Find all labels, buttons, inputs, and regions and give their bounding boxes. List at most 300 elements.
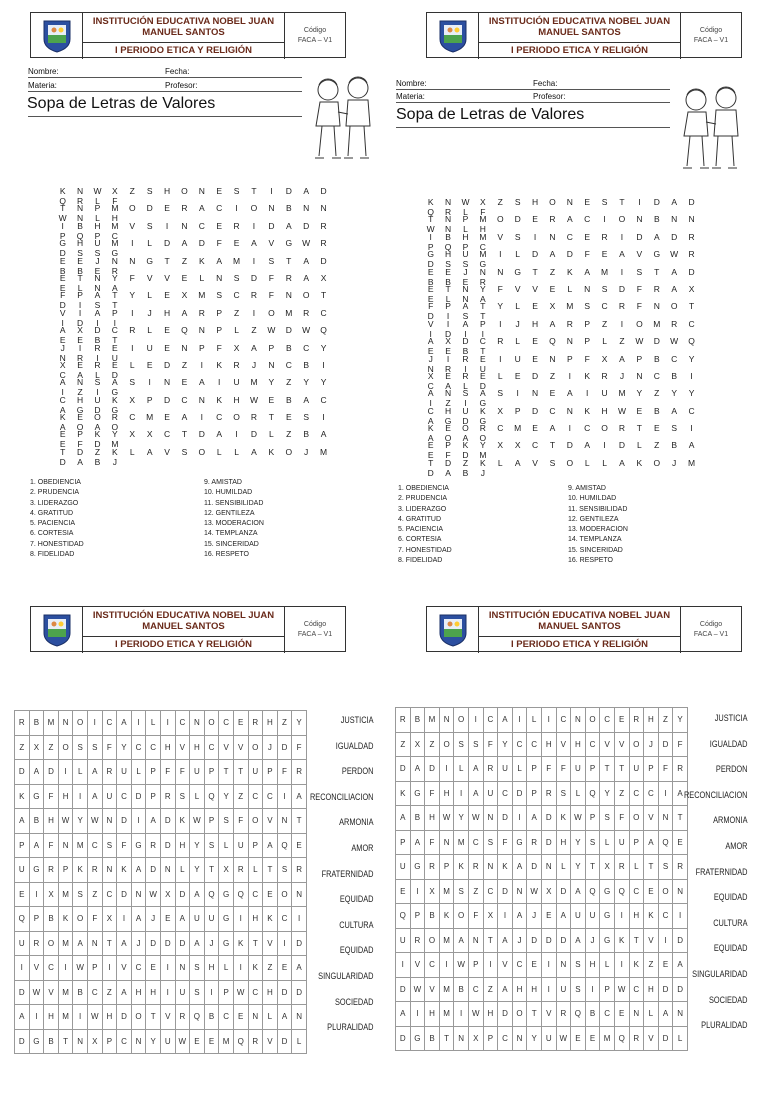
grid-cell: A bbox=[498, 928, 513, 953]
worksheet-values-3 bbox=[0, 596, 384, 1108]
grid-cell: E bbox=[396, 879, 411, 904]
grid-cell: C bbox=[102, 882, 117, 907]
grid-letter: I bbox=[620, 231, 624, 242]
grid-cell: I bbox=[15, 956, 30, 981]
grid-cell: N bbox=[277, 809, 292, 834]
grid-letter: M bbox=[514, 423, 522, 434]
grid-cell: C bbox=[512, 732, 527, 757]
grid-letter: A bbox=[59, 377, 66, 388]
grid-letter: D bbox=[94, 325, 101, 336]
grid-letter: E bbox=[77, 412, 83, 423]
grid-letter: T bbox=[636, 423, 642, 434]
grid-cell: R bbox=[556, 1002, 571, 1027]
grid-cell: A bbox=[277, 1005, 292, 1030]
grid-cell: C bbox=[483, 708, 498, 733]
grid-letter: N bbox=[320, 203, 327, 214]
grid-letter: D bbox=[618, 440, 626, 451]
grid-cell: S bbox=[204, 833, 219, 858]
grid-cell: S bbox=[102, 833, 117, 858]
grid-cell: W bbox=[556, 1026, 571, 1051]
word-list-item: 5. PACIENCIA bbox=[30, 520, 75, 528]
grid-cell: C bbox=[248, 980, 263, 1005]
grid-cell: Y bbox=[498, 732, 513, 757]
grid-cell: U bbox=[396, 855, 411, 880]
grid-cell: U bbox=[571, 757, 586, 782]
grid-cell: C bbox=[44, 956, 59, 981]
grid-letter: D bbox=[77, 446, 84, 457]
grid-letter: P bbox=[59, 230, 66, 241]
grid-cell: Q bbox=[614, 1026, 629, 1051]
grid-letter: K bbox=[584, 370, 591, 381]
grid-letter: J bbox=[95, 255, 100, 266]
grid-cell: O bbox=[425, 928, 440, 953]
grid-letter: E bbox=[427, 266, 434, 277]
grid-letter: N bbox=[198, 186, 205, 196]
grid-letter: A bbox=[688, 440, 695, 451]
grid-cell: R bbox=[527, 830, 542, 855]
grid-letter: I bbox=[499, 318, 502, 329]
grid-cell: E bbox=[263, 882, 278, 907]
grid-cell: A bbox=[87, 784, 102, 809]
code-value: FACA – V1 bbox=[297, 37, 333, 44]
grid-letter: E bbox=[94, 265, 101, 276]
grid-cell: R bbox=[629, 1026, 644, 1051]
grid-letter: E bbox=[59, 282, 66, 293]
grid-letter: H bbox=[111, 213, 118, 224]
grid-letter: A bbox=[619, 353, 625, 364]
grid-cell: W bbox=[73, 956, 88, 981]
grid-letter: E bbox=[216, 186, 223, 196]
grid-letter: A bbox=[303, 394, 309, 405]
grid-letter: F bbox=[216, 238, 222, 249]
word-list-item: 9. AMISTAD bbox=[204, 479, 242, 486]
grid-letter: B bbox=[94, 335, 101, 346]
grid-cell: P bbox=[87, 956, 102, 981]
grid-cell: D bbox=[541, 806, 556, 831]
grid-cell: J bbox=[512, 928, 527, 953]
school-shield-logo bbox=[31, 607, 83, 653]
grid-cell: G bbox=[29, 1029, 44, 1054]
grid-cell: Y bbox=[673, 708, 688, 733]
grid-cell: U bbox=[233, 833, 248, 858]
grid-cell: A bbox=[527, 806, 542, 831]
code-value: FACA – V1 bbox=[693, 37, 729, 44]
grid-cell: Z bbox=[658, 708, 673, 733]
grid-letter: M bbox=[111, 439, 119, 450]
grid-letter: G bbox=[59, 238, 66, 249]
grid-cell: F bbox=[614, 806, 629, 831]
grid-cell: H bbox=[541, 732, 556, 757]
grid-cell: Z bbox=[15, 735, 30, 760]
grid-cell: F bbox=[160, 760, 175, 785]
grid-cell: F bbox=[541, 757, 556, 782]
grid-cell: Y bbox=[73, 809, 88, 834]
word-list-item: 16. RESPETO bbox=[204, 551, 250, 559]
grid-cell: P bbox=[410, 904, 425, 929]
grid-row bbox=[422, 423, 700, 444]
school-header bbox=[30, 12, 346, 58]
grid-cell: U bbox=[483, 781, 498, 806]
grid-letter: Y bbox=[112, 429, 118, 440]
grid-letter: E bbox=[427, 293, 434, 304]
grid-letter: D bbox=[94, 439, 101, 450]
grid-letter: Z bbox=[549, 266, 556, 277]
grid-letter: I bbox=[446, 353, 450, 364]
grid-cell: C bbox=[629, 977, 644, 1002]
grid-cell: P bbox=[396, 830, 411, 855]
grid-cell: F bbox=[425, 781, 440, 806]
grid-cell: K bbox=[644, 904, 659, 929]
period-subject: I PERIODO ETICA Y RELIGIÓN bbox=[479, 637, 681, 653]
grid-cell: R bbox=[248, 711, 263, 736]
grid-cell: H bbox=[58, 784, 73, 809]
grid-letter: R bbox=[462, 370, 469, 381]
grid-cell: N bbox=[73, 1029, 88, 1054]
grid-letter: G bbox=[514, 266, 521, 277]
grid-letter: L bbox=[147, 325, 153, 336]
grid-cell: N bbox=[468, 928, 483, 953]
grid-letter: X bbox=[181, 290, 188, 301]
grid-letter: V bbox=[532, 283, 538, 294]
grid-cell: G bbox=[410, 781, 425, 806]
name-label: Nombre: bbox=[396, 79, 427, 88]
school-header bbox=[30, 606, 346, 652]
grid-letter: I bbox=[429, 231, 432, 242]
grid-cell: N bbox=[512, 879, 527, 904]
grid-letter: I bbox=[96, 317, 99, 328]
word-list-item: RECONCILIACION bbox=[684, 789, 748, 800]
grid-cell: W bbox=[614, 977, 629, 1002]
grid-letter: I bbox=[690, 423, 693, 434]
grid-letter: H bbox=[445, 405, 452, 416]
grid-cell: N bbox=[658, 806, 673, 831]
grid-cell: K bbox=[58, 907, 73, 932]
grid-letter: I bbox=[131, 307, 134, 318]
grid-letter: R bbox=[601, 370, 608, 381]
grid-letter: H bbox=[445, 249, 452, 260]
word-list-item: 15. SINCERIDAD bbox=[204, 540, 259, 548]
grid-letter: P bbox=[146, 394, 153, 405]
grid-letter: I bbox=[464, 328, 467, 339]
grid-cell: C bbox=[219, 1005, 234, 1030]
grid-cell: I bbox=[58, 760, 73, 785]
grid-cell: H bbox=[556, 830, 571, 855]
grid-letter: N bbox=[566, 197, 573, 207]
grid-letter: E bbox=[427, 450, 434, 461]
grid-cell: A bbox=[512, 904, 527, 929]
grid-cell: R bbox=[44, 858, 59, 883]
grid-letter: C bbox=[531, 440, 539, 451]
word-list-item: ARMONIA bbox=[713, 815, 748, 826]
grid-letter: I bbox=[61, 317, 64, 328]
grid-letter: L bbox=[515, 249, 521, 260]
grid-cell: P bbox=[629, 830, 644, 855]
grid-letter: A bbox=[427, 388, 434, 399]
grid-letter: S bbox=[268, 255, 275, 266]
grid-cell: T bbox=[483, 928, 498, 953]
grid-letter: N bbox=[462, 283, 469, 294]
grid-cell: X bbox=[541, 879, 556, 904]
grid-cell: I bbox=[102, 956, 117, 981]
grid-cell: R bbox=[175, 1005, 190, 1030]
grid-letter: F bbox=[480, 207, 486, 217]
grid-row bbox=[54, 307, 332, 328]
grid-letter: F bbox=[636, 301, 642, 312]
grid-cell: T bbox=[673, 806, 688, 831]
grid-letter: R bbox=[462, 353, 469, 364]
word-list-item: EQUIDAD bbox=[714, 892, 748, 903]
grid-letter: S bbox=[514, 197, 521, 207]
grid-letter: P bbox=[514, 405, 521, 416]
grid-letter: E bbox=[164, 342, 170, 353]
grid-cell: Z bbox=[425, 732, 440, 757]
grid-cell: K bbox=[629, 953, 644, 978]
grid-letter: X bbox=[233, 342, 240, 353]
grid-letter: P bbox=[480, 318, 486, 329]
grid-row bbox=[422, 301, 700, 322]
grid-letter: L bbox=[497, 370, 503, 381]
grid-letter: S bbox=[94, 377, 101, 388]
grid-row bbox=[422, 283, 700, 304]
grid-cell: S bbox=[585, 830, 600, 855]
grid-cell: F bbox=[468, 904, 483, 929]
grid-cell: B bbox=[29, 711, 44, 736]
grid-letter: N bbox=[653, 301, 660, 312]
grid-cell: Z bbox=[87, 882, 102, 907]
grid-letter: D bbox=[566, 249, 573, 260]
grid-cell: X bbox=[160, 882, 175, 907]
grid-letter: O bbox=[462, 423, 469, 434]
grid-cell: C bbox=[644, 781, 659, 806]
grid-row bbox=[54, 394, 332, 415]
grid-cell: D bbox=[160, 809, 175, 834]
grid-letter: N bbox=[303, 203, 310, 214]
grid-letter: B bbox=[59, 265, 66, 276]
grid-letter: S bbox=[181, 446, 188, 457]
grid-letter: D bbox=[531, 249, 539, 260]
grid-cell: I bbox=[614, 904, 629, 929]
grid-letter: M bbox=[146, 412, 154, 423]
grid-letter: J bbox=[515, 318, 520, 329]
grid-cell: E bbox=[658, 953, 673, 978]
grid-cell: L bbox=[600, 953, 615, 978]
grid-letter: I bbox=[61, 387, 64, 398]
grid-letter: N bbox=[445, 197, 452, 207]
grid-letter: R bbox=[233, 359, 240, 370]
grid-cell: P bbox=[600, 977, 615, 1002]
grid-row bbox=[422, 197, 700, 217]
grid-letter: C bbox=[285, 359, 292, 370]
word-list-item: 5. PACIENCIA bbox=[398, 526, 443, 534]
grid-cell: E bbox=[190, 1029, 205, 1054]
grid-cell: A bbox=[658, 1002, 673, 1027]
grid-letter: C bbox=[111, 230, 118, 241]
grid-letter: R bbox=[497, 336, 504, 347]
grid-cell: Q bbox=[233, 1029, 248, 1054]
grid-cell: Z bbox=[614, 781, 629, 806]
grid-cell: G bbox=[410, 855, 425, 880]
grid-cell: D bbox=[15, 1029, 30, 1054]
grid-cell: A bbox=[29, 760, 44, 785]
word-list-item: 3. LIDERAZGO bbox=[398, 505, 447, 513]
grid-cell: A bbox=[498, 708, 513, 733]
grid-row bbox=[54, 429, 332, 450]
grid-letter: C bbox=[129, 412, 136, 423]
grid-cell: A bbox=[644, 830, 659, 855]
grid-cell: F bbox=[498, 830, 513, 855]
grid-cell: G bbox=[219, 907, 234, 932]
grid-letter: L bbox=[567, 283, 573, 294]
grid-letter: V bbox=[129, 220, 136, 231]
grid-letter: E bbox=[59, 255, 66, 266]
grid-cell: A bbox=[571, 928, 586, 953]
grid-row bbox=[422, 266, 700, 287]
grid-cell: N bbox=[483, 855, 498, 880]
grid-letter: M bbox=[618, 388, 626, 399]
grid-cell: O bbox=[277, 882, 292, 907]
grid-cell: A bbox=[468, 781, 483, 806]
institution-name: INSTITUCIÓN EDUCATIVA NOBEL JUAN MANUEL SANTOS bbox=[83, 13, 285, 43]
grid-letter: B bbox=[285, 203, 292, 214]
grid-cell: A bbox=[498, 977, 513, 1002]
grid-letter: J bbox=[480, 467, 485, 478]
grid-row bbox=[396, 830, 688, 855]
grid-letter: R bbox=[111, 412, 118, 423]
grid-cell: C bbox=[585, 732, 600, 757]
grid-letter: P bbox=[584, 318, 591, 329]
grid-letter: A bbox=[303, 272, 309, 283]
grid-cell: B bbox=[425, 1026, 440, 1051]
grid-letter: C bbox=[601, 301, 608, 312]
grid-cell: Z bbox=[644, 953, 659, 978]
grid-letter: E bbox=[77, 255, 83, 266]
grid-letter: O bbox=[250, 203, 258, 214]
grid-letter: R bbox=[320, 220, 327, 231]
grid-letter: L bbox=[515, 301, 521, 312]
grid-cell: I bbox=[87, 711, 102, 736]
grid-letter: D bbox=[618, 283, 626, 294]
grid-cell: L bbox=[219, 956, 234, 981]
grid-letter: A bbox=[549, 249, 556, 260]
grid-letter: B bbox=[427, 276, 434, 287]
grid-letter: C bbox=[320, 394, 327, 405]
grid-letter: I bbox=[429, 328, 432, 339]
grid-cell: D bbox=[498, 879, 513, 904]
grid-cell: P bbox=[483, 1026, 498, 1051]
grid-cell: P bbox=[146, 784, 161, 809]
grid-letter: Y bbox=[480, 283, 486, 294]
grid-cell: E bbox=[614, 1002, 629, 1027]
grid-cell: C bbox=[629, 879, 644, 904]
grid-cell: I bbox=[233, 907, 248, 932]
grid-cell: K bbox=[614, 928, 629, 953]
grid-letter: N bbox=[445, 388, 452, 399]
grid-row bbox=[422, 440, 700, 461]
grid-cell: D bbox=[277, 735, 292, 760]
grid-letter: M bbox=[479, 249, 487, 260]
grid-letter: D bbox=[479, 380, 486, 391]
worksheet-values-1 bbox=[0, 0, 384, 559]
grid-letter: D bbox=[285, 186, 292, 196]
grid-cell: N bbox=[58, 711, 73, 736]
grid-cell: S bbox=[571, 977, 586, 1002]
grid-cell: L bbox=[131, 760, 146, 785]
grid-letter: T bbox=[549, 440, 556, 451]
grid-letter: E bbox=[181, 272, 188, 283]
grid-letter: T bbox=[112, 300, 118, 311]
grid-letter: A bbox=[427, 433, 434, 444]
grid-cell: W bbox=[29, 980, 44, 1005]
grid-letter: O bbox=[233, 412, 240, 423]
grid-letter: G bbox=[111, 387, 119, 398]
grid-letter: H bbox=[77, 394, 84, 405]
grid-cell: C bbox=[527, 732, 542, 757]
grid-cell: R bbox=[292, 760, 307, 785]
grid-cell: D bbox=[146, 931, 161, 956]
grid-cell: D bbox=[512, 781, 527, 806]
grid-letter: A bbox=[112, 377, 118, 388]
word-list-item: 10. HUMILDAD bbox=[568, 495, 617, 503]
grid-cell: I bbox=[160, 980, 175, 1005]
grid-letter: O bbox=[444, 433, 452, 444]
grid-letter: I bbox=[78, 307, 82, 318]
grid-letter: S bbox=[94, 300, 101, 311]
grid-cell: Z bbox=[396, 732, 411, 757]
word-list-item: 11. SENSIBILIDAD bbox=[568, 505, 628, 513]
grid-letter: X bbox=[497, 440, 504, 451]
grid-cell: A bbox=[571, 879, 586, 904]
grid-cell: N bbox=[190, 711, 205, 736]
grid-cell: Z bbox=[102, 980, 117, 1005]
grid-cell: T bbox=[102, 931, 117, 956]
grid-cell: A bbox=[673, 953, 688, 978]
grid-cell: F bbox=[277, 760, 292, 785]
grid-cell: F bbox=[658, 757, 673, 782]
grid-cell: A bbox=[410, 830, 425, 855]
grid-cell: O bbox=[58, 735, 73, 760]
grid-cell: K bbox=[73, 858, 88, 883]
grid-letter: E bbox=[636, 405, 643, 416]
grid-letter: S bbox=[445, 259, 451, 270]
grid-letter: P bbox=[77, 290, 83, 301]
grid-row bbox=[422, 405, 700, 426]
grid-letter: D bbox=[163, 238, 171, 249]
grid-cell: O bbox=[44, 931, 59, 956]
grid-letter: E bbox=[164, 325, 170, 336]
grid-cell: C bbox=[658, 904, 673, 929]
school-header bbox=[426, 12, 742, 58]
grid-letter: J bbox=[672, 457, 677, 468]
grid-cell: I bbox=[117, 907, 132, 932]
grid-cell: L bbox=[219, 833, 234, 858]
grid-letter: I bbox=[429, 398, 432, 409]
grid-row bbox=[396, 757, 688, 782]
word-list-item: FRATERNIDAD bbox=[322, 868, 374, 879]
grid-letter: B bbox=[653, 405, 660, 416]
grid-row bbox=[422, 231, 700, 252]
grid-letter: K bbox=[112, 446, 118, 457]
grid-cell: N bbox=[673, 879, 688, 904]
grid-cell: G bbox=[600, 928, 615, 953]
grid-letter: A bbox=[181, 238, 188, 249]
grid-cell: P bbox=[102, 1029, 117, 1054]
grid-letter: M bbox=[479, 450, 487, 461]
grid-letter: A bbox=[303, 186, 309, 196]
grid-letter: A bbox=[94, 422, 101, 433]
grid-cell: N bbox=[292, 1005, 307, 1030]
grid-letter: Z bbox=[77, 387, 83, 398]
grid-cell: H bbox=[644, 977, 659, 1002]
